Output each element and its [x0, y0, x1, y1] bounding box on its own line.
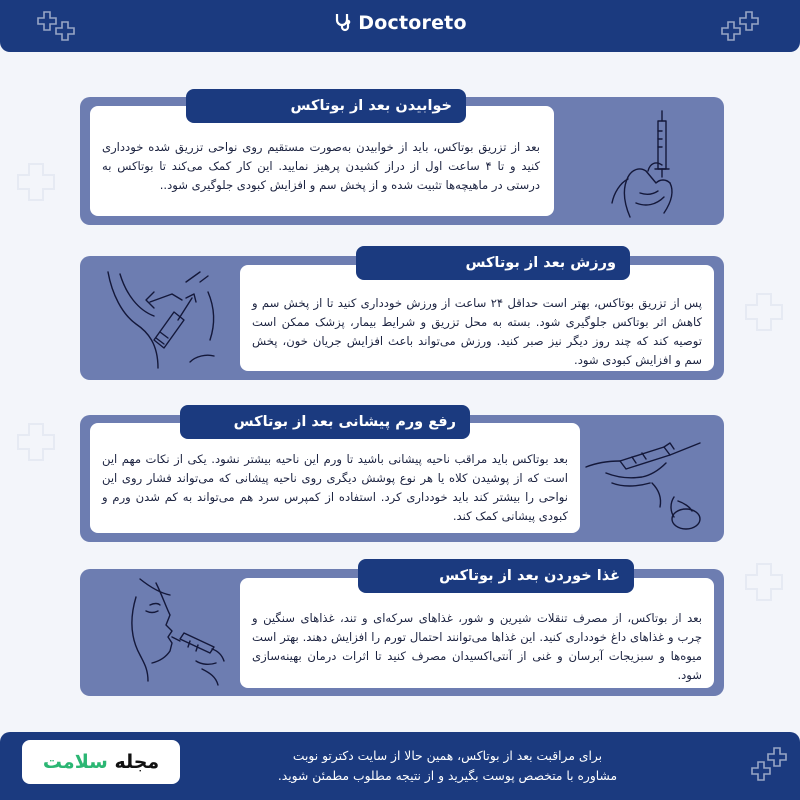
hand-syringe-icon	[582, 427, 720, 535]
section-text: بعد بوتاکس باید مراقب ناحیه پیشانی باشید تا ورم این ناحیه بیشتر نشود. یکی از نکات مهم این است که از پوشیدن کلاه یا هر نوع پوشش دیگری روی ناحیه پیشانی که می‌تواند فشار روی این نواحی را بیشتر کند باید خودداری کرد. استفاده از کمپرس سرد هم می‌تواند به کم شدن ورم و کبودی پیشانی کمک کند.	[102, 452, 568, 523]
brand-name: Doctoreto	[358, 12, 467, 34]
background-cross-icon	[742, 560, 786, 604]
section-text-panel	[240, 578, 714, 688]
section-text-panel	[240, 265, 714, 371]
background-cross-icon	[14, 160, 58, 204]
footer-line-2: مشاوره با متخصص پوست بگیرید و از نتیجه مطلوب مطمئن شوید.	[277, 769, 618, 783]
section-text-panel	[90, 423, 580, 533]
badge-prefix: مجله	[114, 751, 160, 773]
section-text: بعد از بوتاکس، از مصرف تنقلات شیرین و شور، غذاهای سرکه‌ای و تند، غذاهای سنگین و چرب و غذاهای داغ خودداری کنید. این غذاها می‌توانند احتمال تورم را افزایش دهند. بهتر است میوه‌ها و سبزیجات آبرسان و غنی از آنتی‌اکسیدان مصرف کنید تا اثرات درمان بهینه‌سازی شود.	[252, 611, 702, 682]
section-title: خوابیدن بعد از بوتاکس	[186, 89, 466, 123]
footer-cta-text	[195, 746, 700, 786]
stethoscope-logo-icon	[333, 12, 353, 32]
section-title: رفع ورم پیشانی بعد از بوتاکس	[180, 405, 470, 439]
background-cross-icon	[14, 420, 58, 464]
footer-line-1: برای مراقبت بعد از بوتاکس، همین حالا از سایت دکترتو نوبت	[292, 749, 603, 763]
brand-logo[interactable]	[0, 12, 800, 34]
health-magazine-badge[interactable]	[22, 740, 180, 784]
cross-pattern-icon	[748, 746, 792, 786]
section-title: غذا خوردن بعد از بوتاکس	[358, 559, 634, 593]
face-injection-icon	[90, 262, 235, 376]
gloved-hand-syringe-icon	[570, 107, 710, 219]
face-profile-lip-injection-icon	[106, 577, 236, 691]
header-bar	[0, 0, 800, 52]
background-cross-icon	[742, 290, 786, 334]
footer-bar	[0, 732, 800, 800]
section-title: ورزش بعد از بوتاکس	[356, 246, 630, 280]
badge-highlight: سلامت	[42, 751, 108, 773]
section-text: پس از تزریق بوتاکس، بهتر است حداقل ۲۴ ساعت از ورزش خودداری کنید تا از پخش سم و کاهش اثر بوتاکس جلوگیری شود. بسته به محل تزریق و شرایط بیمار، پزشک ممکن است توصیه کند که چند روز دیگر نیز صبر کنید. ورزش می‌تواند باعث افزایش جریان خون، پخش سم و افزایش کبودی شود.	[252, 296, 703, 367]
section-text: بعد از تزریق بوتاکس، باید از خوابیدن به‌صورت مستقیم روی نواحی تزریق شده خودداری کنید و تا ۴ ساعت اول از دراز کشیدن پرهیز نمایید. این کار کمک می‌کند تا بوتاکس به درستی در ماهیچه‌ها تثبیت شده و از پخش سم و افزایش کبودی جلوگیری شود..	[102, 140, 540, 192]
